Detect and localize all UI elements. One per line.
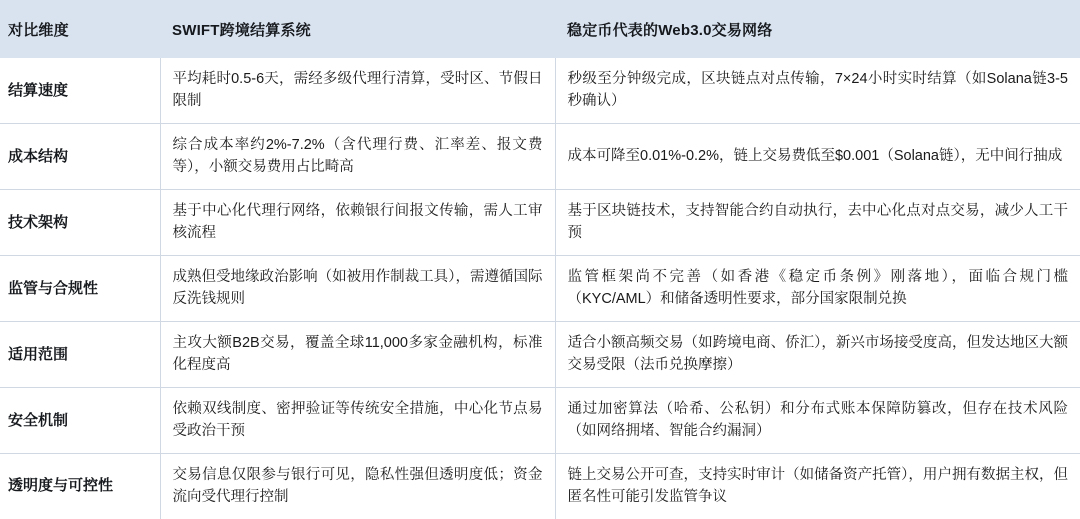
cell-text: 适合小额高频交易（如跨境电商、侨汇），新兴市场接受度高，但发达地区大额交易受限（法币兑换摩擦） bbox=[567, 334, 1068, 374]
table-row bbox=[0, 123, 1080, 189]
row-cell-web3 bbox=[555, 453, 1080, 518]
cell-text: 平均耗时0.5-6天，需经多级代理行清算，受时区、节假日限制 bbox=[172, 71, 543, 110]
table-row bbox=[0, 58, 1080, 123]
table-row bbox=[0, 189, 1080, 255]
row-cell-swift bbox=[160, 255, 555, 321]
row-dimension-label: 适用范围 bbox=[0, 321, 160, 387]
cell-text: 基于区块链技术，支持智能合约自动执行，去中心化点对点交易，减少人工干预 bbox=[567, 202, 1068, 242]
table-row bbox=[0, 255, 1080, 321]
row-dimension-label: 安全机制 bbox=[0, 387, 160, 453]
row-cell-swift bbox=[160, 123, 555, 189]
cell-text: 成熟但受地缘政治影响（如被用作制裁工具），需遵循国际反洗钱规则 bbox=[172, 268, 543, 308]
cell-text: 秒级至分钟级完成，区块链点对点传输，7×24小时实时结算（如Solana链3-5秒确认） bbox=[567, 71, 1068, 110]
row-dimension-label: 结算速度 bbox=[0, 58, 160, 123]
table-body bbox=[0, 58, 1080, 519]
row-cell-web3 bbox=[555, 123, 1080, 189]
cell-text: 交易信息仅限参与银行可见，隐私性强但透明度低；资金流向受代理行控制 bbox=[172, 466, 543, 506]
row-cell-swift bbox=[160, 58, 555, 123]
row-cell-web3 bbox=[555, 58, 1080, 123]
table-row bbox=[0, 321, 1080, 387]
row-cell-web3 bbox=[555, 255, 1080, 321]
column-header-web3: 稳定币代表的Web3.0交易网络 bbox=[555, 0, 1080, 58]
row-cell-web3 bbox=[555, 387, 1080, 453]
row-dimension-label: 透明度与可控性 bbox=[0, 453, 160, 518]
table-header-row bbox=[0, 0, 1080, 58]
row-cell-swift bbox=[160, 189, 555, 255]
row-cell-web3 bbox=[555, 189, 1080, 255]
row-cell-swift bbox=[160, 453, 555, 518]
column-header-swift: SWIFT跨境结算系统 bbox=[160, 0, 555, 58]
cell-text: 基于中心化代理行网络，依赖银行间报文传输，需人工审核流程 bbox=[172, 202, 543, 242]
row-cell-web3 bbox=[555, 321, 1080, 387]
cell-text: 依赖双线制度、密押验证等传统安全措施，中心化节点易受政治干预 bbox=[172, 400, 543, 440]
cell-text: 主攻大额B2B交易，覆盖全球11,000多家金融机构，标准化程度高 bbox=[172, 334, 543, 374]
cell-text: 通过加密算法（哈希、公私钥）和分布式账本保障防篡改，但存在技术风险（如网络拥堵、智能合约漏洞） bbox=[567, 400, 1068, 440]
table-header bbox=[0, 0, 1080, 58]
cell-text: 成本可降至0.01%-0.2%，链上交易费低至$0.001（Solana链），无中间行抽成 bbox=[567, 148, 1063, 165]
row-cell-swift bbox=[160, 387, 555, 453]
cell-text: 链上交易公开可查，支持实时审计（如储备资产托管），用户拥有数据主权，但匿名性可能引发监管争议 bbox=[567, 466, 1068, 506]
cell-text: 监管框架尚不完善（如香港《稳定币条例》刚落地），面临合规门槛（KYC/AML）和储备透明性要求，部分国家限制兑换 bbox=[567, 268, 1068, 308]
row-dimension-label: 技术架构 bbox=[0, 189, 160, 255]
cell-text: 综合成本率约2%-7.2%（含代理行费、汇率差、报文费等），小额交易费用占比畸高 bbox=[172, 136, 543, 176]
table-row bbox=[0, 453, 1080, 518]
row-dimension-label: 成本结构 bbox=[0, 123, 160, 189]
column-header-dimension: 对比维度 bbox=[0, 0, 160, 58]
row-dimension-label: 监管与合规性 bbox=[0, 255, 160, 321]
table-row bbox=[0, 387, 1080, 453]
row-cell-swift bbox=[160, 321, 555, 387]
